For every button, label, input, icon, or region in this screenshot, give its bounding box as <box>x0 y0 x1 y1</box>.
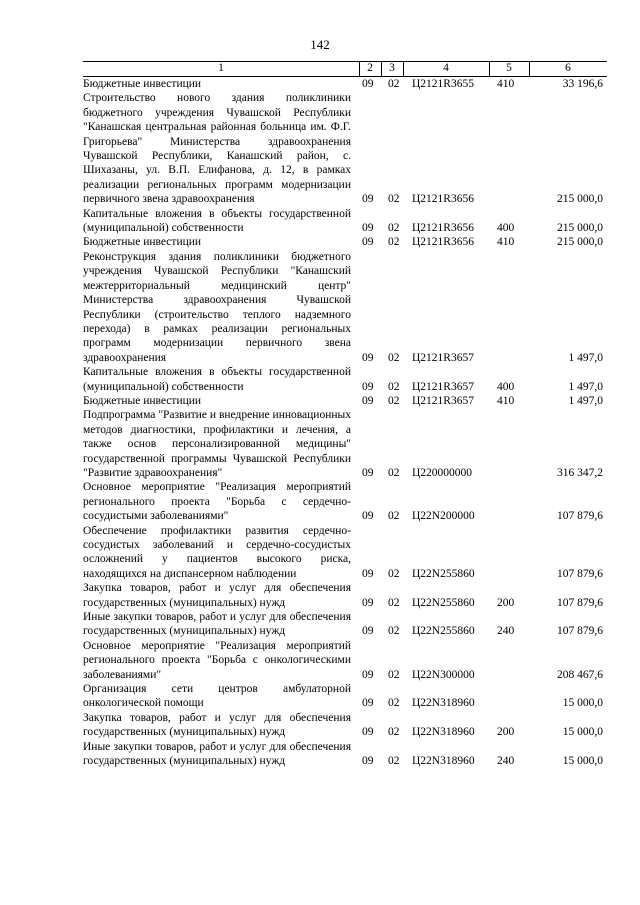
row-target-article: Ц2121R3656 <box>412 193 474 206</box>
row-target-article: Ц2121R3656 <box>412 222 474 235</box>
row-section: 09 <box>362 78 374 90</box>
row-amount: 107 879,6 <box>557 567 603 580</box>
row-subsection: 02 <box>388 466 400 479</box>
row-description: Капитальные вложения в объекты государственной (муниципальной) собственности <box>83 366 351 393</box>
header-col-2: 2 <box>367 62 373 74</box>
row-description: Иные закупки товаров, работ и услуг для обеспечения государственных (муниципальных) нужд <box>83 611 351 638</box>
row-subsection: 02 <box>388 726 400 739</box>
row-subsection: 02 <box>388 193 400 206</box>
row-expense-type: 200 <box>497 596 515 609</box>
row-description: Закупка товаров, работ и услуг для обеспечения государственных (муниципальных) нужд <box>83 582 351 609</box>
header-col-6: 6 <box>565 62 571 74</box>
table-row <box>83 394 607 408</box>
table-row <box>83 524 607 582</box>
row-subsection: 02 <box>388 236 400 249</box>
row-subsection: 02 <box>388 668 400 681</box>
row-description: Бюджетные инвестиции <box>83 78 202 90</box>
row-section: 09 <box>362 236 374 249</box>
row-subsection: 02 <box>388 78 400 90</box>
table-row <box>83 682 607 711</box>
row-amount: 15 000,0 <box>562 755 603 768</box>
row-expense-type: 410 <box>497 236 515 249</box>
table-row <box>83 207 607 236</box>
row-description: Обеспечение профилактики развития сердечно-сосудистых заболеваний и сердечно-сосудистых осложнений у пациентов высокого риска, находящихся на диспансерном наблюдении <box>83 524 351 580</box>
row-description: Основное мероприятие "Реализация мероприятий регионального проекта "Борьба с сердечно-сосудистыми заболеваниями" <box>83 481 351 523</box>
row-expense-type: 240 <box>497 755 515 768</box>
row-expense-type: 410 <box>497 394 515 407</box>
table-row <box>83 610 607 639</box>
table-row <box>83 235 607 249</box>
row-section: 09 <box>362 193 374 206</box>
row-description: Иные закупки товаров, работ и услуг для обеспечения государственных (муниципальных) нужд <box>83 740 351 768</box>
page-number: 142 <box>310 37 330 52</box>
row-amount: 215 000,0 <box>557 193 603 206</box>
row-subsection: 02 <box>388 394 400 407</box>
table-row <box>83 480 607 523</box>
row-amount: 1 497,0 <box>568 351 603 364</box>
row-target-article: Ц22N255860 <box>412 567 475 580</box>
row-expense-type: 410 <box>497 78 515 90</box>
row-target-article: Ц22N200000 <box>412 510 475 523</box>
table-row <box>83 639 607 682</box>
row-amount: 15 000,0 <box>562 726 603 739</box>
row-description: Строительство нового здания поликлиники бюджетного учреждения Чувашской Республики "Канашская центральная районная больница им. Ф.Г. Григорьева" Министерства здравоохранения Чувашской Республики, Канашский район, с. Шихазаны, ул. В.П. Елифанова, д. 12, в рамках реализации региональных программ модернизации первичного звена здравоохранения <box>83 92 351 206</box>
row-amount: 15 000,0 <box>562 697 603 710</box>
row-description: Основное мероприятие "Реализация мероприятий регионального проекта "Борьба с онкологическими заболеваниями" <box>83 639 351 681</box>
row-subsection: 02 <box>388 755 400 768</box>
row-section: 09 <box>362 222 374 235</box>
row-description: Бюджетные инвестиции <box>83 236 202 249</box>
row-target-article: Ц22N318960 <box>412 726 475 739</box>
row-target-article: Ц2121R3656 <box>412 236 474 249</box>
row-section: 09 <box>362 625 374 638</box>
table-header <box>83 61 607 77</box>
table-row <box>83 77 607 91</box>
row-amount: 107 879,6 <box>557 510 603 523</box>
table-row <box>83 581 607 610</box>
table-body <box>83 77 607 769</box>
row-amount: 107 879,6 <box>557 596 603 609</box>
row-expense-type: 240 <box>497 625 515 638</box>
row-description: Организация сети центров амбулаторной онкологической помощи <box>83 683 351 710</box>
table-row <box>83 91 607 206</box>
row-target-article: Ц22N255860 <box>412 596 475 609</box>
row-description: Реконструкция здания поликлиники бюджетного учреждения Чувашской Республики "Канашский межтерриториальный медицинский центр" Министерства здравоохранения Чувашской Республики (строительство теплого надземного перехода) в рамках реализации региональных программ модернизации первичного звена здравоохранения <box>83 250 351 364</box>
row-target-article: Ц22N300000 <box>412 668 475 681</box>
table-row <box>83 408 607 480</box>
row-section: 09 <box>362 351 374 364</box>
header-col-3: 3 <box>389 62 395 74</box>
budget-table <box>83 61 607 769</box>
row-section: 09 <box>362 726 374 739</box>
row-section: 09 <box>362 510 374 523</box>
row-subsection: 02 <box>388 351 400 364</box>
row-target-article: Ц22N318960 <box>412 697 475 710</box>
row-expense-type: 400 <box>497 222 515 235</box>
row-description: Капитальные вложения в объекты государственной (муниципальной) собственности <box>83 207 351 235</box>
row-expense-type: 200 <box>497 726 515 739</box>
row-section: 09 <box>362 466 374 479</box>
row-amount: 33 196,6 <box>562 78 603 90</box>
row-section: 09 <box>362 668 374 681</box>
row-amount: 316 347,2 <box>557 466 603 479</box>
row-amount: 107 879,6 <box>557 625 603 638</box>
row-description: Бюджетные инвестиции <box>83 394 202 407</box>
row-subsection: 02 <box>388 596 400 609</box>
row-expense-type: 400 <box>497 380 515 393</box>
row-target-article: Ц22N318960 <box>412 755 475 768</box>
row-target-article: Ц22N255860 <box>412 625 475 638</box>
row-subsection: 02 <box>388 380 400 393</box>
header-col-5: 5 <box>506 62 512 74</box>
table-row <box>83 740 607 769</box>
row-amount: 208 467,6 <box>557 668 603 681</box>
row-section: 09 <box>362 596 374 609</box>
row-amount: 215 000,0 <box>557 222 603 235</box>
row-subsection: 02 <box>388 567 400 580</box>
row-amount: 1 497,0 <box>568 394 603 407</box>
row-section: 09 <box>362 394 374 407</box>
header-col-1: 1 <box>218 62 224 74</box>
table-row <box>83 365 607 394</box>
row-description: Закупка товаров, работ и услуг для обеспечения государственных (муниципальных) нужд <box>83 711 351 739</box>
row-section: 09 <box>362 697 374 710</box>
row-description: Подпрограмма "Развитие и внедрение инновационных методов диагностики, профилактики и лечения, а также основ персонализированной медицины" государственной программы Чувашской Республики "Развитие здравоохранения" <box>83 409 351 479</box>
row-target-article: Ц2121R3655 <box>412 78 474 90</box>
row-subsection: 02 <box>388 222 400 235</box>
header-col-4: 4 <box>443 62 449 74</box>
row-target-article: Ц2121R3657 <box>412 380 474 393</box>
row-subsection: 02 <box>388 510 400 523</box>
row-target-article: Ц2121R3657 <box>412 394 474 407</box>
row-amount: 215 000,0 <box>557 236 603 249</box>
row-target-article: Ц2121R3657 <box>412 351 474 364</box>
row-target-article: Ц220000000 <box>412 466 473 479</box>
table-row <box>83 250 607 365</box>
row-subsection: 02 <box>388 625 400 638</box>
row-section: 09 <box>362 567 374 580</box>
row-amount: 1 497,0 <box>568 380 603 393</box>
row-section: 09 <box>362 380 374 393</box>
row-section: 09 <box>362 755 374 768</box>
table-row <box>83 711 607 740</box>
row-subsection: 02 <box>388 697 400 710</box>
